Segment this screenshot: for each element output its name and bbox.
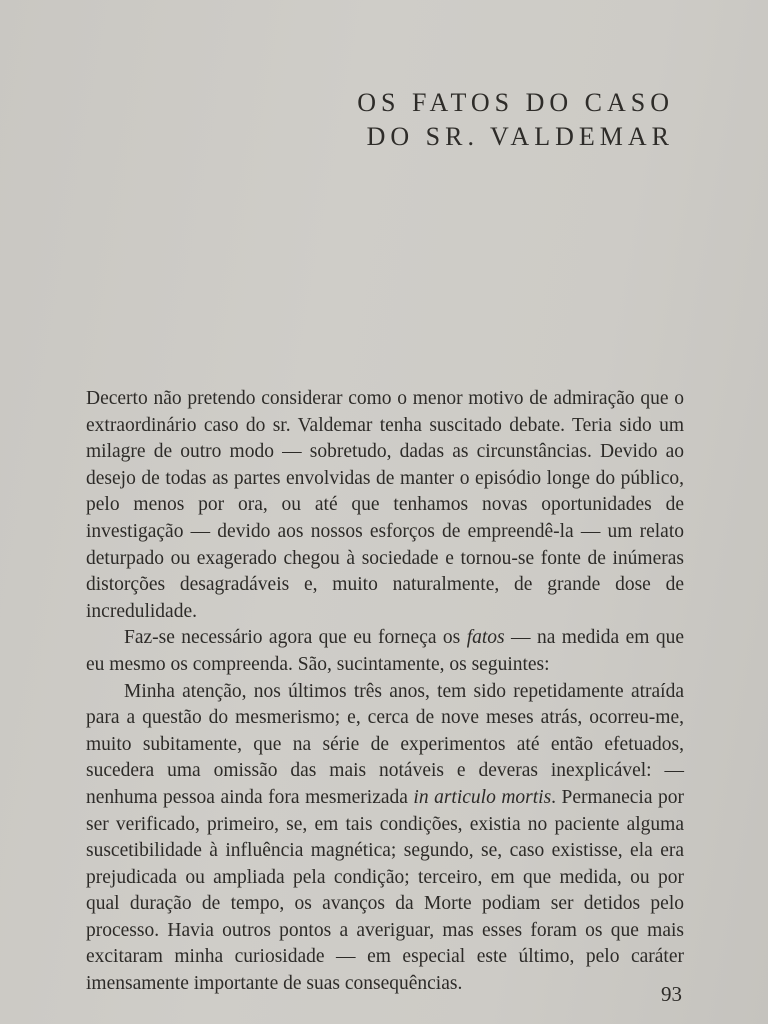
page-number: 93 [661, 982, 682, 1006]
chapter-title-line-2: DO SR. VALDEMAR [366, 122, 674, 151]
chapter-title [357, 86, 674, 154]
paragraph-3-emphasis: in articulo mortis [413, 786, 552, 808]
chapter-title-line-1: OS FATOS DO CASO [357, 88, 674, 117]
paragraph-3 [86, 679, 684, 998]
paragraph-1: Decerto não pretendo considerar como o menor motivo de admiração que o extraordinário caso do sr. Valdemar tenha suscitado debate. Teria sido um milagre de outro modo — sobretudo, dadas as circunstâncias. Devido ao desejo de todas as partes envolvidas de manter o episódio longe do público, pelo menos por ora, ou até que tenhamos novas oportunidades de investigação — devido aos nossos esforços de empreendê-la — um relato deturpado ou exagerado chegou à sociedade e tornou-se fonte de inúmeras distorções desagradáveis e, muito naturalmente, de grande dose de incredulidade. [86, 388, 684, 622]
paragraph-2 [86, 625, 684, 678]
chapter-body [86, 386, 684, 998]
paragraph-3-text-b: . Permanecia por ser verificado, primeiro, se, em tais condições, existia no paciente alguma suscetibilidade à influência magnética; segundo, se, caso existisse, ela era prejudicada ou ampliada pela condição; terceiro, em que medida, ou por qual duração de tempo, os avanços da Morte podiam ser detidos pelo processo. Havia outros pontos a averiguar, mas esses foram os que mais excitaram minha curiosidade — em especial este último, pelo caráter imensamente importante de suas consequências. [86, 786, 684, 995]
paragraph-3-text-a: Minha atenção, nos últimos três anos, tem sido repetidamente atraída para a questão do mesmerismo; e, cerca de nove meses atrás, ocorreu-me, muito subitamente, que na série de experimentos até então efetuados, sucedera uma omissão das mais notáveis e deveras inexplicável: — nenhuma pessoa ainda fora mesmerizada [86, 680, 684, 808]
paragraph-2-text-b: — na medida em que eu mesmo os compreenda. São, sucintamente, os seguintes: [86, 627, 684, 675]
paragraph-2-emphasis: fatos [466, 627, 505, 649]
paragraph-2-text-a: Faz-se necessário agora que eu forneça os [124, 627, 467, 649]
